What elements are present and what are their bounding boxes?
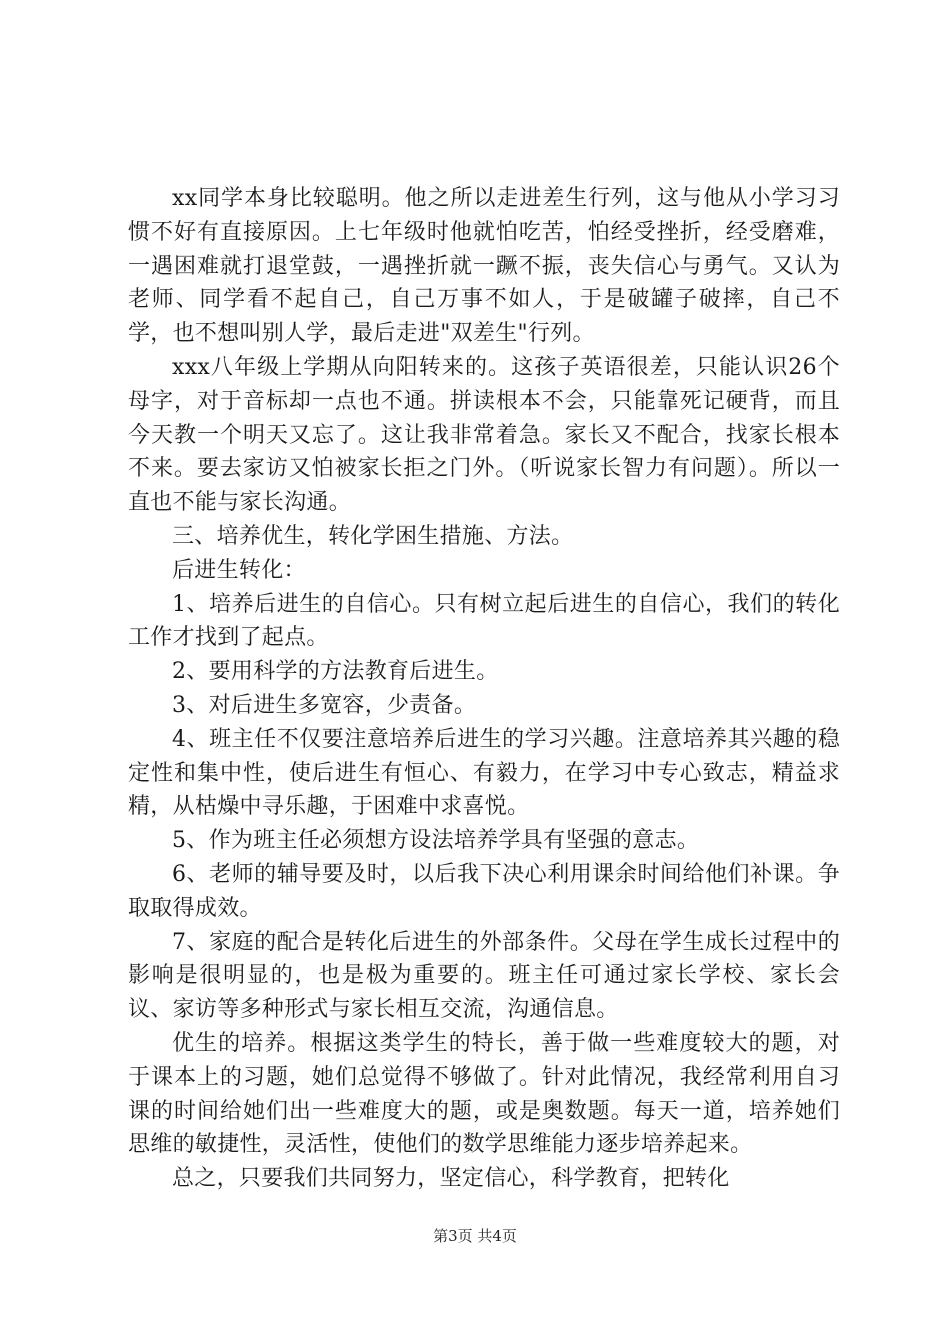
document-body [128,182,840,1196]
list-item-3: 3、对后进生多宽容，少责备。 [172,692,477,718]
list-item-1: 1、培养后进生的自信心。只有树立起后进生的自信心，我们的转化工作才找到了起点。 [128,591,840,651]
list-item-4: 4、班主任不仅要注意培养后进生的学习兴趣。注意培养其兴趣的稳定性和集中性，使后进生有恒心、有毅力，在学习中专心致志，精益求精，从枯燥中寻乐趣，于困难中求喜悦。 [128,726,840,820]
list-item-6: 6、老师的辅导要及时，以后我下决心利用课余时间给他们补课。争取取得成效。 [128,861,840,921]
section-heading-measures: 三、培养优生，转化学困生措施、方法。 [172,523,574,549]
paragraph-conclusion: 总之，只要我们共同努力，坚定信心，科学教育，把转化 [172,1166,730,1192]
subheading-laggard-conversion: 后进生转化： [172,557,306,583]
list-item-2: 2、要用科学的方法教育后进生。 [172,659,499,685]
paragraph-top-students: 优生的培养。根据这类学生的特长，善于做一些难度较大的题，对于课本上的习题，她们总觉得不够做了。针对此情况，我经常利用自习课的时间给她们出一些难度大的题，或是奥数题。每天一道，培养她们思维的敏捷性，灵活性，使他们的数学思维能力逐步培养起来。 [128,1030,840,1158]
paragraph-xxx-student: xxx八年级上学期从向阳转来的。这孩子英语很差，只能认识26个母字，对于音标却一点也不通。拼读根本不会，只能靠死记硬背，而且今天教一个明天又忘了。这让我非常着急。家长又不配合，找家长根本不来。要去家访又怕被家长拒之门外。（听说家长智力有问题）。所以一直也不能与家长沟通。 [128,354,840,516]
page-footer: 第3页 共4页 [433,1227,517,1245]
list-item-5: 5、作为班主任必须想方设法培养学具有坚强的意志。 [172,828,700,854]
paragraph-xx-student: xx同学本身比较聪明。他之所以走进差生行列，这与他从小学习习惯不好有直接原因。上七年级时他就怕吃苦，怕经受挫折，经受磨难，一遇困难就打退堂鼓，一遇挫折就一蹶不振，丧失信心与勇气。又认为老师、同学看不起自己，自己万事不如人，于是破罐子破摔，自己不学，也不想叫别人学，最后走进"双差生"行列。 [128,186,840,347]
list-item-7: 7、家庭的配合是转化后进生的外部条件。父母在学生成长过程中的影响是很明显的，也是极为重要的。班主任可通过家长学校、家长会议、家访等多种形式与家长相互交流，沟通信息。 [128,929,840,1023]
